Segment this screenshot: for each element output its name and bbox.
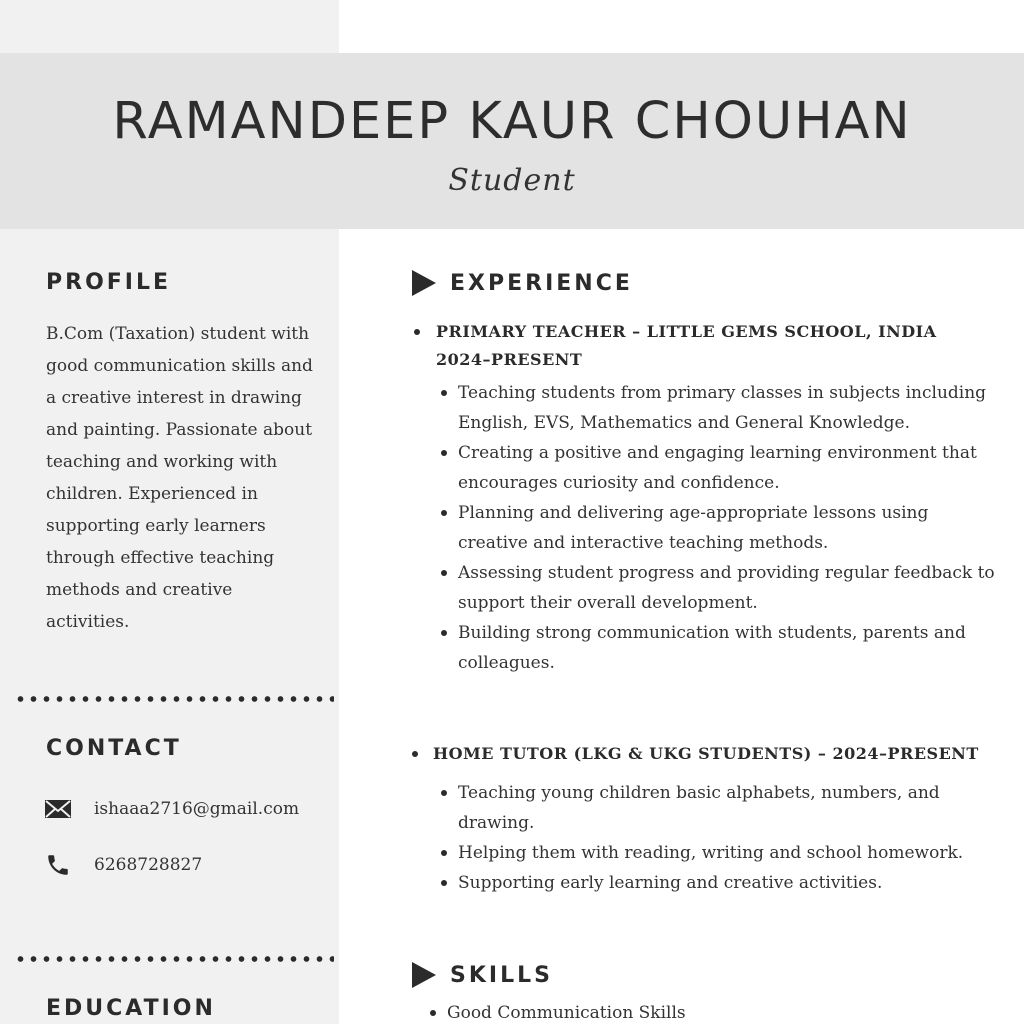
list-item: Helping them with reading, writing and school homework. [458, 838, 978, 868]
skills-heading-row [412, 962, 553, 988]
contact-email-row [44, 795, 299, 823]
contact-phone-row [44, 851, 202, 879]
job-bullet [414, 329, 420, 335]
job-title-line: HOME TUTOR (LKG & UKG STUDENTS) – 2024–PRESENT [433, 744, 979, 763]
dotted-divider [14, 695, 334, 703]
contact-phone[interactable]: 6268728827 [94, 855, 203, 875]
job-title [433, 740, 1013, 768]
profile-heading: PROFILE [46, 270, 172, 295]
candidate-role: Student [448, 163, 576, 198]
job-duties-list [458, 778, 978, 898]
list-item: Creating a positive and engaging learning environment that encourages curiosity and confidence. [458, 438, 998, 498]
skills-list [447, 998, 967, 1024]
list-item: Teaching young children basic alphabets, numbers, and drawing. [458, 778, 978, 838]
list-item: Assessing student progress and providing regular feedback to support their overall development. [458, 558, 998, 618]
contact-email[interactable]: ishaaa2716@gmail.com [94, 799, 300, 819]
list-item: Building strong communication with students, parents and colleagues. [458, 618, 998, 678]
phone-icon [44, 851, 72, 879]
experience-heading-row [412, 270, 633, 296]
triangle-marker-icon [412, 962, 436, 988]
list-item: Teaching students from primary classes in subjects including English, EVS, Mathematics and General Knowledge. [458, 378, 998, 438]
candidate-name: RAMANDEEP KAUR CHOUHAN [112, 92, 912, 151]
list-item: Planning and delivering age-appropriate lessons using creative and interactive teaching methods. [458, 498, 998, 558]
job-title [436, 318, 996, 374]
triangle-marker-icon [412, 270, 436, 296]
envelope-icon [44, 795, 72, 823]
skills-heading: SKILLS [450, 962, 553, 988]
job-bullet [412, 751, 418, 757]
job-duties-list [458, 378, 998, 678]
dotted-divider [14, 955, 334, 963]
experience-heading: EXPERIENCE [450, 270, 633, 296]
list-item: Good Communication Skills [447, 998, 967, 1024]
contact-heading: CONTACT [46, 736, 182, 761]
education-heading: EDUCATION [46, 996, 216, 1021]
profile-text: B.Com (Taxation) student with good communication skills and a creative interest in drawing and painting. Passionate about teaching and working with children. Experienced in supporting early learners through effective teaching methods and creative activities. [46, 324, 313, 632]
job-date-line: 2024–PRESENT [436, 350, 583, 369]
list-item: Supporting early learning and creative activities. [458, 868, 978, 898]
job-title-line: PRIMARY TEACHER – LITTLE GEMS SCHOOL, INDIA [436, 322, 937, 341]
